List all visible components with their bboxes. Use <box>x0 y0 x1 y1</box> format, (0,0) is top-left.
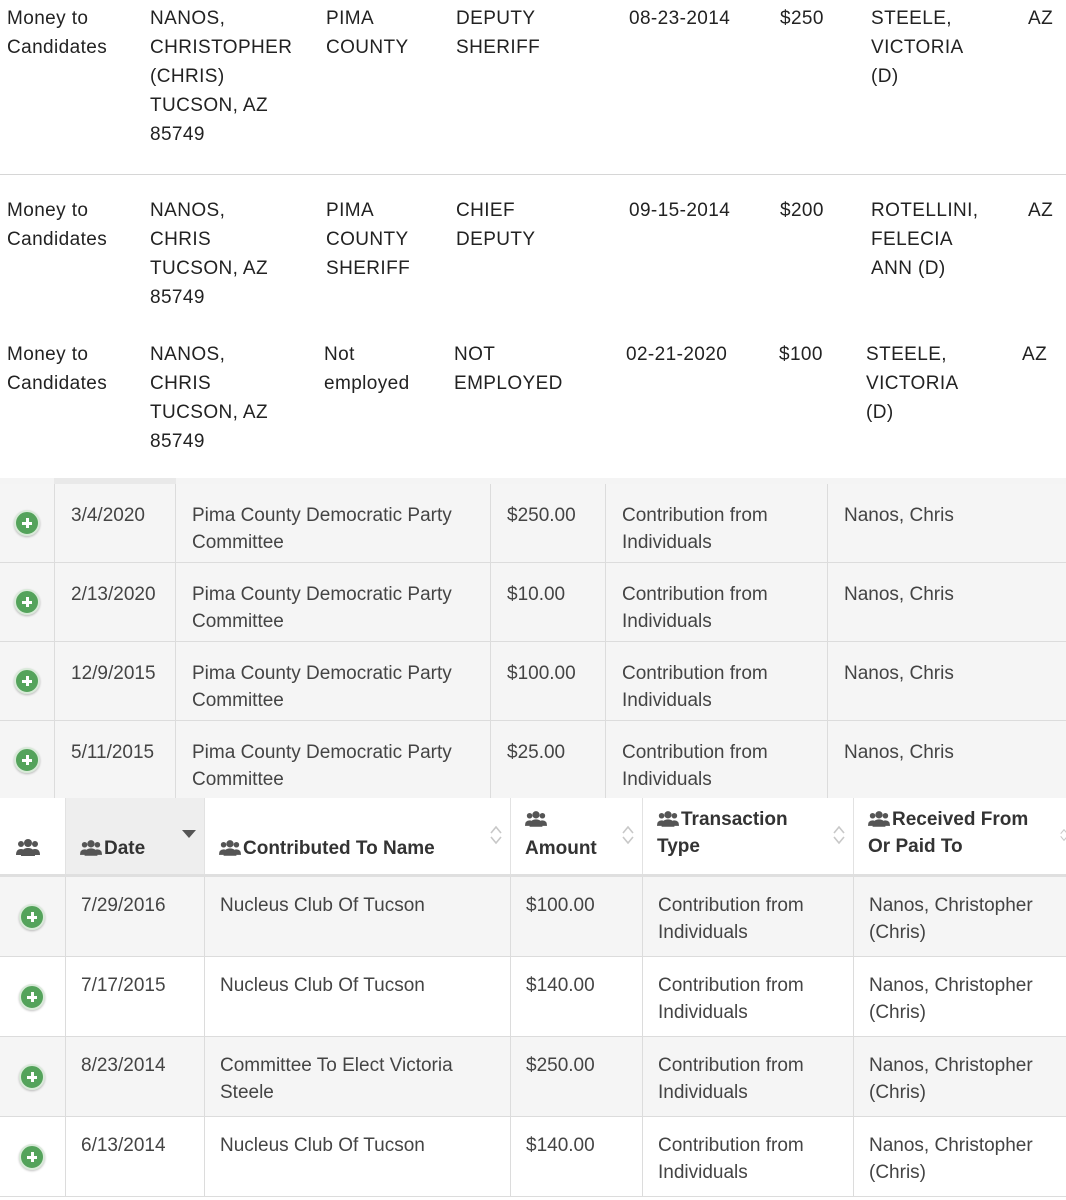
users-group-icon <box>868 810 890 827</box>
table-row <box>0 484 1066 563</box>
employer: Not employed <box>324 344 410 394</box>
expand-cell <box>0 642 55 720</box>
contributed-to-cell: Nucleus Club Of Tucson <box>205 877 511 956</box>
amount-cell: $250.00 <box>511 1037 643 1116</box>
table-row <box>0 1037 1066 1117</box>
transaction-type-column-header[interactable] <box>643 798 854 874</box>
expand-plus-icon[interactable] <box>19 1144 45 1170</box>
contribution-amount: $200 <box>780 200 824 221</box>
expand-cell <box>0 1117 66 1196</box>
amount-cell: $250.00 <box>491 484 606 562</box>
select-all-column-header[interactable] <box>0 798 66 874</box>
received-from-cell: Nanos, Chris <box>844 584 954 605</box>
recipient-name: STEELE, VICTORIA (D) <box>871 8 964 87</box>
date-cell: 7/29/2016 <box>66 877 205 956</box>
occupation: DEPUTY SHERIFF <box>456 8 541 58</box>
expand-plus-icon[interactable] <box>19 984 45 1010</box>
users-group-icon <box>657 810 679 827</box>
contributor-name-address: NANOS, CHRIS TUCSON, AZ 85749 <box>150 200 269 308</box>
club-contributions-table <box>0 798 1066 1200</box>
transaction-type-cell: Contribution from Individuals <box>606 484 828 562</box>
transaction-type: Money to Candidates <box>7 200 108 250</box>
expand-plus-icon[interactable] <box>14 668 40 694</box>
occupation: NOT EMPLOYED <box>454 344 563 394</box>
occupation: CHIEF DEPUTY <box>456 200 536 250</box>
amount-cell: $25.00 <box>491 721 606 799</box>
table-row <box>0 642 1066 721</box>
contributed-to-cell: Pima County Democratic Party Committee <box>176 642 491 720</box>
amount-cell: $100.00 <box>491 642 606 720</box>
transaction-type-cell: Contribution from Individuals <box>606 563 828 641</box>
received-from-cell: Nanos, Chris <box>844 742 954 763</box>
expand-plus-icon[interactable] <box>19 904 45 930</box>
amount-cell: $100.00 <box>511 877 643 956</box>
table-header <box>0 798 1066 877</box>
sort-arrows-icon[interactable] <box>490 824 502 846</box>
contributed-to-cell: Pima County Democratic Party Committee <box>176 563 491 641</box>
sort-desc-icon[interactable] <box>182 830 196 838</box>
contributed-to-cell: Pima County Democratic Party Committee <box>176 721 491 799</box>
contribution-amount: $250 <box>780 8 824 29</box>
date-cell: 2/13/2020 <box>55 563 176 641</box>
table-row <box>0 877 1066 957</box>
recipient-name: STEELE, VICTORIA (D) <box>866 344 959 423</box>
list-item <box>0 4 1066 175</box>
transaction-type-cell: Contribution from Individuals <box>643 1117 854 1196</box>
amount-header-label: Amount <box>525 838 597 859</box>
state: AZ <box>1022 344 1048 365</box>
expand-plus-icon[interactable] <box>14 589 40 615</box>
expand-cell <box>0 1037 66 1116</box>
contribution-date: 09-15-2014 <box>629 200 731 221</box>
sort-arrows-icon[interactable] <box>833 824 845 846</box>
date-cell: 5/11/2015 <box>55 721 176 799</box>
transaction-type-cell: Contribution from Individuals <box>643 1037 854 1116</box>
amount-cell: $10.00 <box>491 563 606 641</box>
party-contributions-table <box>0 478 1066 798</box>
contributor-name-address: NANOS, CHRIS TUCSON, AZ 85749 <box>150 344 269 452</box>
amount-column-header[interactable] <box>511 798 643 874</box>
received-from-cell: Nanos, Christopher (Chris) <box>869 1055 1033 1103</box>
expand-plus-icon[interactable] <box>14 510 40 536</box>
date-cell: 7/17/2015 <box>66 957 205 1036</box>
recipient-name: ROTELLINI, FELECIA ANN (D) <box>871 200 979 279</box>
expand-cell <box>0 877 66 956</box>
candidate-contribution-list <box>0 0 1066 478</box>
employer: PIMA COUNTY <box>326 8 409 58</box>
sort-arrows-icon[interactable] <box>622 824 634 846</box>
received-from-cell: Nanos, Christopher (Chris) <box>869 895 1033 943</box>
received-from-header-label-1: Received From <box>892 809 1029 830</box>
received-from-cell: Nanos, Chris <box>844 505 954 526</box>
contributed-to-cell: Pima County Democratic Party Committee <box>176 484 491 562</box>
state: AZ <box>1028 8 1054 29</box>
transaction-type-cell: Contribution from Individuals <box>643 877 854 956</box>
transaction-type: Money to Candidates <box>7 344 108 394</box>
received-from-cell: Nanos, Chris <box>844 663 954 684</box>
date-cell: 8/23/2014 <box>66 1037 205 1116</box>
users-group-icon <box>16 838 40 856</box>
expand-cell <box>0 484 55 562</box>
transaction-type-cell: Contribution from Individuals <box>606 721 828 799</box>
date-cell: 12/9/2015 <box>55 642 176 720</box>
received-from-column-header[interactable] <box>854 798 1066 874</box>
state: AZ <box>1028 200 1054 221</box>
contributed-to-cell: Nucleus Club Of Tucson <box>205 1117 511 1196</box>
date-cell: 6/13/2014 <box>66 1117 205 1196</box>
received-from-cell: Nanos, Christopher (Chris) <box>869 975 1033 1023</box>
expand-plus-icon[interactable] <box>19 1064 45 1090</box>
date-header-label: Date <box>104 838 146 859</box>
contribution-date: 02-21-2020 <box>626 344 728 365</box>
transaction-type-header-label-1: Transaction <box>681 809 788 830</box>
contribution-amount: $100 <box>779 344 823 365</box>
sort-arrows-icon[interactable] <box>1060 824 1066 846</box>
contributed-to-cell: Nucleus Club Of Tucson <box>205 957 511 1036</box>
transaction-type-cell: Contribution from Individuals <box>606 642 828 720</box>
transaction-type-header-label-2: Type <box>657 836 700 857</box>
received-from-header-label-2: Or Paid To <box>868 836 963 857</box>
users-group-icon <box>525 810 547 827</box>
contributed-to-column-header[interactable] <box>205 798 511 874</box>
contributor-name-address: NANOS, CHRISTOPHER (CHRIS) TUCSON, AZ 85749 <box>150 8 293 145</box>
table-row <box>0 721 1066 800</box>
amount-cell: $140.00 <box>511 1117 643 1196</box>
users-group-icon <box>80 839 102 856</box>
list-item <box>0 340 1066 470</box>
employer: PIMA COUNTY SHERIFF <box>326 200 411 279</box>
expand-cell <box>0 721 55 799</box>
date-cell: 3/4/2020 <box>55 484 176 562</box>
contributed-to-cell: Committee To Elect Victoria Steele <box>205 1037 511 1116</box>
list-item <box>0 196 1066 326</box>
date-column-header[interactable] <box>66 798 205 874</box>
users-group-icon <box>219 839 241 856</box>
transaction-type: Money to Candidates <box>7 8 108 58</box>
expand-cell <box>0 563 55 641</box>
transaction-type-cell: Contribution from Individuals <box>643 957 854 1036</box>
table-row <box>0 1117 1066 1197</box>
table-row <box>0 563 1066 642</box>
amount-cell: $140.00 <box>511 957 643 1036</box>
table-row <box>0 957 1066 1037</box>
contributed-to-header-label: Contributed To Name <box>243 838 435 859</box>
expand-plus-icon[interactable] <box>14 747 40 773</box>
received-from-cell: Nanos, Christopher (Chris) <box>869 1135 1033 1183</box>
expand-cell <box>0 957 66 1036</box>
contribution-date: 08-23-2014 <box>629 8 731 29</box>
